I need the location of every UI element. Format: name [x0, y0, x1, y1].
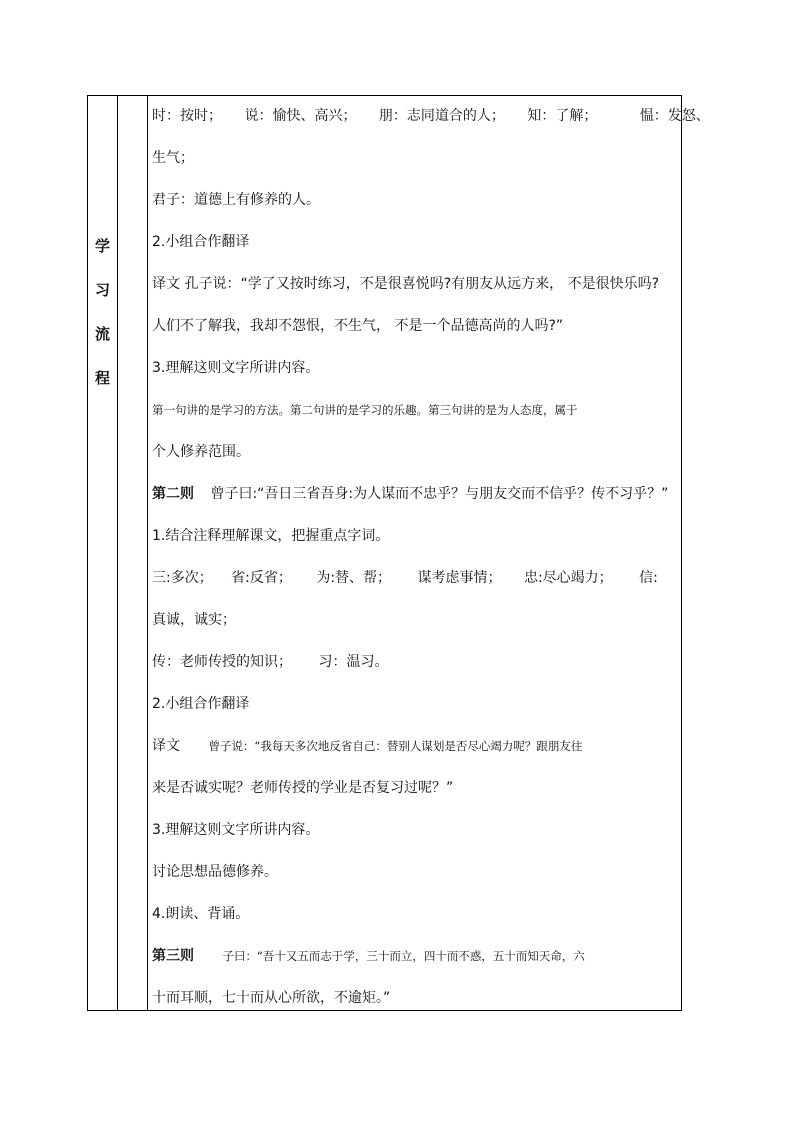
vocab-chuan: 传：老师传授的知识；: [152, 654, 292, 670]
vocab-line-2: [152, 568, 658, 588]
passage-text-continued: 十而耳顺，七十而从心所欲，不逾矩。”: [152, 990, 391, 1006]
text-line: 讨论思想品德修养。: [152, 864, 278, 880]
explanation-line: 第一句讲的是学习的方法。第二句讲的是学习的乐趣。第三句讲的是为人态度，属于: [152, 403, 578, 417]
section-label-learning-process: [88, 224, 117, 400]
passage-two: [152, 484, 668, 504]
passage-text: 曾子曰:“吾日三省吾身:为人谋而不忠乎？与朋友交而不信乎？传不习乎？”: [210, 486, 669, 502]
text-line: 真诚，诚实；: [152, 612, 236, 628]
explanation-line: 个人修养范围。: [152, 444, 250, 460]
side-label-char: 习: [94, 281, 110, 299]
translation-line: [152, 736, 582, 756]
translation-line: 来是否诚实呢？老师传授的学业是否复习过呢？”: [152, 780, 454, 796]
vocab-xin: 信:: [639, 570, 658, 586]
text-line: 生气；: [152, 150, 194, 166]
step-heading: 3.理解这则文字所讲内容。: [152, 360, 320, 376]
vocab-peng: 朋：志同道合的人；: [378, 108, 505, 124]
lesson-table: [87, 95, 710, 1011]
step-heading: 2.小组合作翻译: [152, 696, 250, 712]
passage-three: [152, 946, 585, 966]
translation-text: 曾子说：“我每天多次地反省自己：替别人谋划是否尽心竭力呢？跟朋友往: [208, 739, 583, 753]
text-line: 君子：道德上有修养的人。: [152, 192, 320, 208]
vocab-line-1: [152, 106, 710, 126]
vocab-xi: 习：温习。: [318, 654, 389, 670]
step-heading: 1.结合注释理解课文，把握重点字词。: [152, 528, 390, 544]
vocab-san: 三:多次；: [152, 570, 213, 586]
vocab-line-3: [152, 652, 388, 672]
side-label-char: 学: [94, 237, 110, 255]
vocab-yun: 愠：发怒、: [639, 108, 710, 124]
side-label-char: 程: [94, 369, 110, 387]
vocab-zhi: 知：了解；: [527, 108, 598, 124]
translation-label: 译文: [152, 738, 180, 754]
vocab-wei: 为:替、帮；: [316, 570, 392, 586]
passage-title: 第三则: [152, 948, 194, 964]
vocab-mou: 谋考虑事情；: [417, 570, 502, 586]
vocab-shi: 时：按时；: [152, 108, 222, 124]
passage-title: 第二则: [152, 486, 194, 502]
column-divider: [147, 96, 148, 1010]
step-heading: 4.朗读、背诵。: [152, 906, 250, 922]
vocab-yue: 说：愉快、高兴；: [244, 108, 357, 124]
column-divider: [117, 96, 118, 1010]
side-label-char: 流: [94, 325, 110, 343]
vocab-xing: 省:反省；: [231, 570, 292, 586]
vocab-zhong: 忠:尽心竭力；: [523, 570, 613, 586]
passage-text: 子曰：“吾十又五而志于学，三十而立，四十而不惑，五十而知天命，六: [222, 949, 585, 963]
translation-line: 人们不了解我，我却不怨恨，不生气， 不是一个品德高尚的人吗?”: [152, 318, 564, 334]
step-heading: 3.理解这则文字所讲内容。: [152, 822, 320, 838]
translation-line: 译文 孔子说：“学了又按时练习，不是很喜悦吗?有朋友从远方来， 不是很快乐吗?: [152, 276, 660, 292]
step-heading: 2.小组合作翻译: [152, 234, 250, 250]
